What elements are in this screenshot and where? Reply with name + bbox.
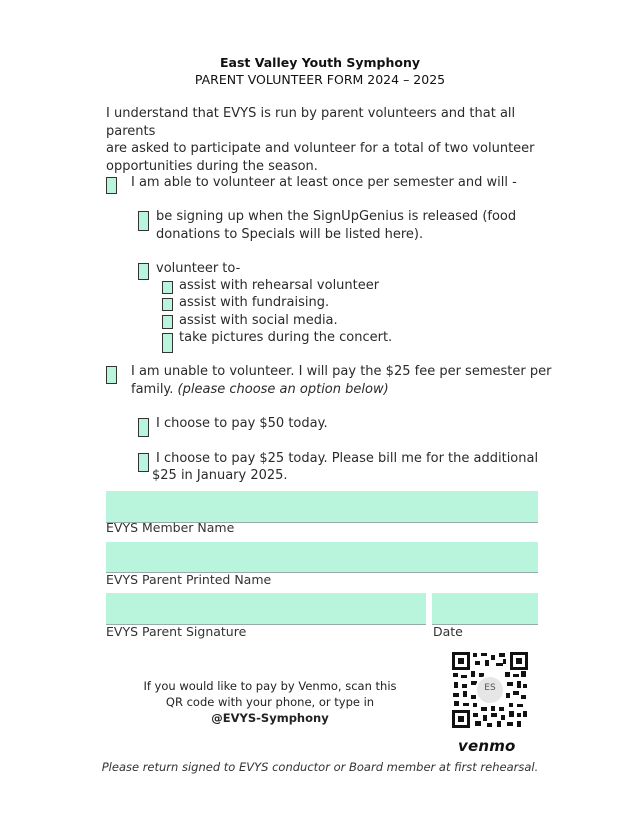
unable-family-text: family. <box>131 382 178 397</box>
signup-label-1: be signing up when the SignUpGenius is released (food <box>156 209 517 224</box>
parent-name-label: EVYS Parent Printed Name <box>106 572 272 587</box>
unable-checkbox[interactable] <box>106 366 117 384</box>
member-name-field[interactable] <box>106 491 538 523</box>
pay50-checkbox[interactable] <box>138 418 149 437</box>
unable-note: (please choose an option below) <box>177 382 389 397</box>
date-field[interactable] <box>432 593 538 625</box>
date-label: Date <box>433 624 463 639</box>
org-title: East Valley Youth Symphony <box>220 55 420 70</box>
qr-badge: ES <box>484 683 496 693</box>
pay25-label-1: I choose to pay $25 today. Please bill me for the additional <box>156 451 539 466</box>
task-social-checkbox[interactable] <box>162 315 173 329</box>
signature-field[interactable] <box>106 593 426 625</box>
intro-paragraph <box>106 105 546 175</box>
task-rehearsal-label: assist with rehearsal volunteer <box>179 278 380 293</box>
unable-label-1: I am unable to volunteer. I will pay the $25 fee per semester per <box>131 364 552 379</box>
form-title: PARENT VOLUNTEER FORM 2024 – 2025 <box>194 72 446 87</box>
venmo-instructions <box>140 678 400 726</box>
parent-name-field[interactable] <box>106 542 538 573</box>
venmo-handle: @EVYS-Symphony <box>211 711 329 725</box>
task-fundraising-checkbox[interactable] <box>162 298 173 311</box>
pay25-label-2: $25 in January 2025. <box>152 468 288 483</box>
volunteer-to-label: volunteer to- <box>156 261 241 276</box>
venmo-logo: venmo <box>458 737 516 755</box>
signup-label-2: donations to Specials will be listed here). <box>156 227 424 242</box>
able-checkbox[interactable] <box>106 177 117 194</box>
task-pictures-label: take pictures during the concert. <box>179 330 393 345</box>
intro-line: opportunities during the season. <box>106 158 318 174</box>
volunteer-to-checkbox[interactable] <box>138 263 149 280</box>
footer-note: Please return signed to EVYS conductor or Board member at first rehearsal. <box>101 760 539 774</box>
intro-line: I understand that EVYS is run by parent volunteers and that all parents <box>106 106 516 139</box>
venmo-line: QR code with your phone, or type in <box>165 695 375 709</box>
task-social-label: assist with social media. <box>179 313 338 328</box>
signup-checkbox[interactable] <box>138 211 149 231</box>
pay50-label: I choose to pay $50 today. <box>156 416 328 431</box>
task-pictures-checkbox[interactable] <box>162 333 173 353</box>
unable-label-2 <box>131 381 389 399</box>
task-rehearsal-checkbox[interactable] <box>162 281 173 294</box>
venmo-line: If you would like to pay by Venmo, scan this <box>143 679 397 693</box>
member-name-label: EVYS Member Name <box>106 520 235 535</box>
intro-line: are asked to participate and volunteer for a total of two volunteer <box>106 141 535 156</box>
venmo-qr-code[interactable] <box>451 651 529 729</box>
task-fundraising-label: assist with fundraising. <box>179 295 330 310</box>
pay25-checkbox[interactable] <box>138 453 149 472</box>
able-label: I am able to volunteer at least once per semester and will - <box>131 175 517 190</box>
signature-label: EVYS Parent Signature <box>106 624 247 639</box>
